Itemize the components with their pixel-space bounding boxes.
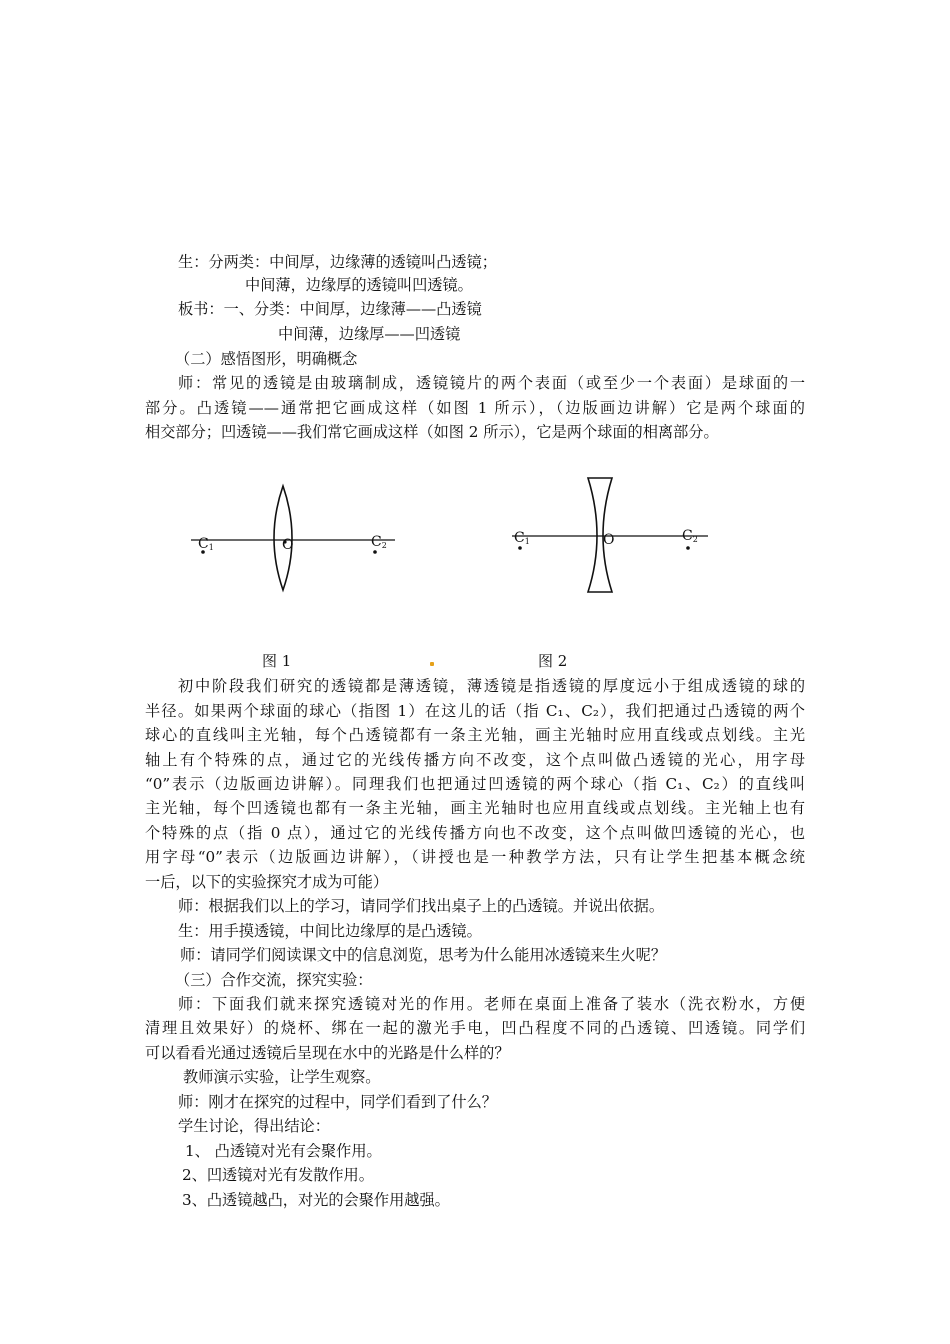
text-line: 师：根据我们以上的学习，请同学们找出桌子上的凸透镜。并说出依据。 bbox=[178, 897, 664, 915]
text-line: 一后，以下的实验探究才成为可能） bbox=[145, 873, 388, 891]
stray-mark bbox=[430, 662, 434, 666]
focal-point-c2 bbox=[686, 546, 690, 550]
text-line: 师：刚才在探究的过程中，同学们看到了什么？ bbox=[178, 1093, 497, 1111]
text-line: 清理且效果好）的烧杯、绑在一起的激光手电，凹凸程度不同的凸透镜、凹透镜。同学们 bbox=[145, 1019, 805, 1037]
section-heading: （三）合作交流，探究实验： bbox=[175, 971, 373, 989]
text-line: 生：分两类：中间厚，边缘薄的透镜叫凸透镜； bbox=[178, 253, 497, 271]
figure-2-caption: 图 2 bbox=[538, 652, 568, 670]
label-o: O bbox=[603, 532, 615, 548]
text-line: 学生讨论，得出结论： bbox=[178, 1117, 330, 1135]
label-o: O bbox=[282, 537, 294, 553]
label-c1: C1 bbox=[514, 530, 530, 546]
focal-point-c2 bbox=[373, 550, 377, 554]
text-line: 中间薄，边缘厚——凹透镜 bbox=[278, 325, 461, 343]
list-item: 1、 凸透镜对光有会聚作用。 bbox=[185, 1142, 382, 1160]
label-c1: C1 bbox=[198, 536, 214, 552]
text-line: 初中阶段我们研究的透镜都是薄透镜，薄透镜是指透镜的厚度远小于组成透镜的球的 bbox=[178, 677, 805, 695]
text-line: 中间薄，边缘厚的透镜叫凹透镜。 bbox=[245, 276, 473, 294]
text-line: 可以看看光通过透镜后呈现在水中的光路是什么样的？ bbox=[145, 1044, 510, 1062]
text-line: 师：请同学们阅读课文中的信息浏览，思考为什么能用冰透镜来生火呢？ bbox=[180, 946, 666, 964]
figure-concave-lens bbox=[508, 472, 718, 600]
text-line: 个特殊的点（指 0 点），通过它的光线传播方向也不改变，这个点叫做凹透镜的光心，也 bbox=[145, 824, 805, 842]
text-line: 部分。凸透镜——通常把它画成这样（如图 1 所示），（边版画边讲解）它是两个球面的 bbox=[145, 399, 805, 417]
text-line: 轴上有个特殊的点，通过它的光线传播方向不改变，这个点叫做凸透镜的光心，用字母 bbox=[145, 751, 805, 769]
label-c2: C2 bbox=[371, 534, 387, 550]
text-line: 球心的直线叫主光轴，每个凸透镜都有一条主光轴，画主光轴时应用直线或点划线。主光 bbox=[145, 726, 805, 744]
list-item: 2、凹透镜对光有发散作用。 bbox=[182, 1166, 374, 1184]
section-heading: （二）感悟图形，明确概念 bbox=[175, 350, 358, 368]
text-line: 师：下面我们就来探究透镜对光的作用。老师在桌面上准备了装水（洗衣粉水，方便 bbox=[178, 995, 805, 1013]
text-line: 相交部分；凹透镜——我们常它画成这样（如图 2 所示），它是两个球面的相离部分。 bbox=[145, 423, 719, 441]
text-line: 教师演示实验，让学生观察。 bbox=[183, 1068, 381, 1086]
focal-point-c1 bbox=[518, 546, 522, 550]
text-line: 半径。如果两个球面的球心（指图 1）在这儿的话（指 C₁、C₂），我们把通过凸透镜的两个 bbox=[145, 702, 805, 720]
text-line: 生：用手摸透镜，中间比边缘厚的是凸透镜。 bbox=[178, 922, 482, 940]
figure-1-caption: 图 1 bbox=[262, 652, 292, 670]
list-item: 3、凸透镜越凸，对光的会聚作用越强。 bbox=[182, 1191, 450, 1209]
text-line: “0”表示（边版画边讲解）。同理我们也把通过凹透镜的两个球心（指 C₁、C₂）的直线叫 bbox=[145, 775, 805, 793]
text-line: 板书：一、分类：中间厚，边缘薄——凸透镜 bbox=[178, 300, 482, 318]
figure-convex-lens bbox=[185, 478, 405, 598]
text-line: 用字母“0”表示（边版画边讲解），（讲授也是一种教学方法，只有让学生把基本概念统 bbox=[145, 848, 805, 866]
text-line: 主光轴，每个凹透镜也都有一条主光轴，画主光轴时也应用直线或点划线。主光轴上也有 bbox=[145, 799, 805, 817]
text-line: 师：常见的透镜是由玻璃制成，透镜镜片的两个表面（或至少一个表面）是球面的一 bbox=[178, 374, 805, 392]
label-c2: C2 bbox=[682, 528, 698, 544]
